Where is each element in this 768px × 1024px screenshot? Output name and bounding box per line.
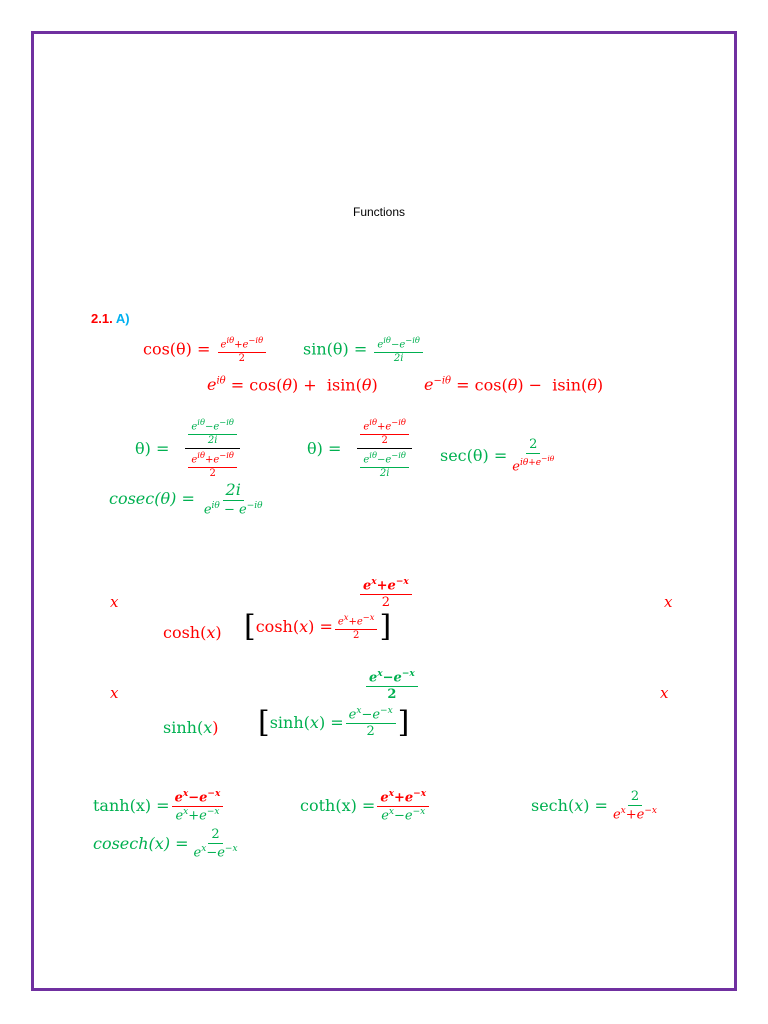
sinh-x-left: x: [110, 684, 119, 702]
cosec-denominator: $e^{i\theta} - e^{-i\theta}$: [203, 500, 263, 518]
cosec-definition: [109, 482, 268, 517]
document-heading: Functions: [353, 205, 406, 219]
coth-definition: [300, 790, 431, 823]
cos-lhs: cos(θ) =: [143, 339, 211, 359]
cos-fraction: [218, 336, 267, 364]
tanh-lhs: tanh(x) =: [93, 796, 170, 816]
sinh-top-fraction: $\frac{e^x-e^{-x}}{2}$: [366, 670, 418, 702]
sinh-x-right: x: [660, 684, 669, 702]
sinh-name: sinh(x): [163, 718, 219, 737]
tan-numerator: $\frac{e^{i\theta}-e^{-i\theta}}{2i}$: [185, 418, 240, 449]
sin-numerator: $e^{i\theta}-e^{-i\theta}$: [374, 336, 423, 353]
sin-denominator: 2i: [393, 352, 404, 364]
cosh-name: cosh(x): [163, 623, 222, 642]
sech-fraction: $\frac{2}{e^x+e^{-x}}$: [612, 789, 657, 822]
cosec-lhs: cosec(θ) =: [109, 489, 195, 509]
cosh-bracket-expression: [ cosh(x) = $\frac{e^x+e^{-x}}{2}$ ]: [244, 609, 392, 644]
cot-denominator: $\frac{e^{i\theta}-e^{-i\theta}}{2i}$: [357, 449, 412, 479]
cot-fraction: [357, 418, 412, 480]
sin-fraction: [374, 336, 423, 364]
sec-fraction: [509, 438, 557, 474]
sin-lhs: sin(θ) =: [303, 339, 368, 359]
coth-lhs: coth(x) =: [300, 796, 376, 816]
cosech-definition: [93, 828, 243, 860]
tan-denominator: $\frac{e^{i\theta}+e^{-i\theta}}{2}$: [185, 449, 240, 479]
cosech-lhs: cosech(x) =: [93, 833, 189, 853]
tan-fraction: [185, 418, 240, 480]
sec-denominator: $e^{i\theta+e^{-i\theta}}$: [512, 453, 555, 474]
tanh-definition: [93, 790, 225, 823]
cos-denominator: 2: [238, 352, 245, 364]
cos-numerator: $e^{i\theta}+e^{-i\theta}$: [218, 336, 267, 353]
tan-definition: [135, 418, 242, 480]
cosec-numerator: 2i: [223, 482, 244, 501]
cosec-fraction: [201, 482, 266, 517]
cot-definition: [307, 418, 414, 480]
left-bracket: [: [244, 609, 256, 644]
section-number: 2.1.: [91, 311, 113, 326]
sech-definition: [531, 790, 662, 822]
euler-negative: $e^{-i\theta} = \cos(\theta) - isin(\theta)$: [424, 375, 604, 395]
sec-definition: [440, 438, 559, 474]
right-bracket: ]: [379, 609, 392, 644]
section-label: [91, 311, 130, 326]
sin-definition: [303, 336, 425, 364]
sinh-bracket-expression: [ sinh(x) = $\frac{e^x-e^{-x}}{2}$ ]: [258, 704, 410, 740]
euler-positive: $e^{i\theta} = \cos(\theta) + isin(\theta)$: [207, 375, 378, 395]
sech-lhs: sech(x) =: [531, 795, 608, 815]
tanh-fraction: $\frac{e^x-e^{-x}}{e^x+e^{-x}}$: [172, 790, 224, 823]
cos-definition: [143, 336, 268, 364]
section-part: A): [115, 311, 130, 326]
cosech-fraction: $\frac{2}{e^x-e^{-x}}$: [193, 827, 238, 860]
cot-lhs: θ) =: [307, 438, 342, 458]
tan-lhs: θ) =: [135, 438, 170, 458]
cot-numerator: $\frac{e^{i\theta}+e^{-i\theta}}{2}$: [357, 418, 412, 449]
sec-lhs: sec(θ) =: [440, 445, 508, 465]
cosh-x-right: x: [664, 593, 673, 611]
sec-numerator: 2: [526, 438, 540, 454]
coth-fraction: $\frac{e^x+e^{-x}}{e^x-e^{-x}}$: [377, 790, 429, 823]
cosh-top-fraction: $\frac{e^x+e^{-x}}{2}$: [360, 578, 412, 610]
cosh-x-left: x: [110, 593, 119, 611]
